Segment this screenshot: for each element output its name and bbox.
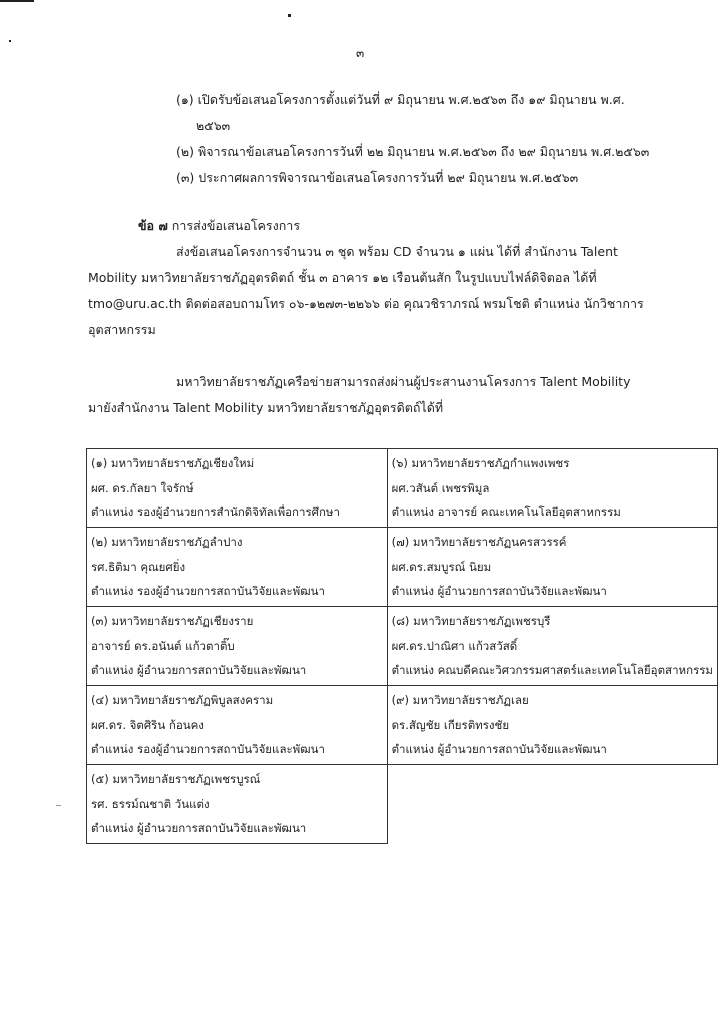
contact-position: ตำแหน่ง รองผู้อำนวยการสถาบันวิจัยและพัฒนา — [91, 584, 325, 598]
section-number: ข้อ ๗ — [138, 218, 168, 233]
section-body-line: ส่งข้อเสนอโครงการจำนวน ๓ ชุด พร้อม CD จำนวน ๑ แผ่น ได้ที่ สำนักงาน Talent — [176, 244, 618, 259]
contact-person: รศ.ธิติมา คุณยศยิ่ง — [91, 559, 186, 574]
scan-edge-mark — [0, 0, 34, 2]
contact-cell — [87, 607, 388, 686]
schedule-item: (๓) ประกาศผลการพิจารณาข้อเสนอโครงการวันที่ ๒๙ มิถุนายน พ.ศ.๒๕๖๓ — [176, 170, 579, 185]
university-name: (๙) มหาวิทยาลัยราชภัฏเลย — [391, 693, 529, 707]
scan-dot — [9, 40, 11, 42]
table-row — [87, 607, 718, 686]
contact-cell — [87, 528, 388, 607]
contact-position: ตำแหน่ง รองผู้อำนวยการสำนักดิจิทัลเพื่อการศึกษา — [91, 505, 340, 519]
section-title: การส่งข้อเสนอโครงการ — [171, 218, 301, 233]
contact-person: ผศ. ดร.กัลยา ใจรักษ์ — [91, 480, 194, 495]
scan-dot — [56, 805, 61, 806]
university-name: (๔) มหาวิทยาลัยราชภัฏพิบูลสงคราม — [91, 693, 274, 707]
schedule-item: (๑) เปิดรับข้อเสนอโครงการตั้งแต่วันที่ ๙ มิถุนายน พ.ศ.๒๕๖๓ ถึง ๑๙ มิถุนายน พ.ศ. — [176, 92, 625, 107]
table-row — [87, 765, 718, 844]
contact-person: ผศ.วสันต์ เพชรพิมูล — [391, 480, 490, 495]
schedule-item: (๒) พิจารณาข้อเสนอโครงการวันที่ ๒๒ มิถุนายน พ.ศ.๒๕๖๓ ถึง ๒๙ มิถุนายน พ.ศ.๒๕๖๓ — [176, 144, 650, 159]
contact-cell — [87, 765, 388, 844]
contact-cell — [87, 686, 388, 765]
table-row — [87, 449, 718, 528]
section-body-line: Mobility มหาวิทยาลัยราชภัฏอุตรดิตถ์ ชั้น ๓ อาคาร ๑๒ เรือนต้นสัก ในรูปแบบไฟล์ดิจิตอล ได้ที่ — [88, 270, 597, 285]
university-name: (๑) มหาวิทยาลัยราชภัฏเชียงใหม่ — [91, 456, 255, 470]
section-heading — [138, 218, 300, 234]
table-row — [87, 686, 718, 765]
contact-cell — [387, 528, 717, 607]
contact-position: ตำแหน่ง ผู้อำนวยการสถาบันวิจัยและพัฒนา — [91, 821, 307, 835]
university-name: (๘) มหาวิทยาลัยราชภัฏเพชรบุรี — [391, 614, 551, 628]
contact-position: ตำแหน่ง ผู้อำนวยการสถาบันวิจัยและพัฒนา — [391, 584, 607, 598]
contact-position: ตำแหน่ง ผู้อำนวยการสถาบันวิจัยและพัฒนา — [391, 742, 607, 756]
scan-dot — [288, 14, 291, 17]
network-intro-line: มหาวิทยาลัยราชภัฏเครือข่ายสามารถส่งผ่านผู้ประสานงานโครงการ Talent Mobility — [176, 374, 631, 389]
empty-cell — [387, 765, 717, 844]
contact-position: ตำแหน่ง รองผู้อำนวยการสถาบันวิจัยและพัฒนา — [91, 742, 325, 756]
contact-position: ตำแหน่ง ผู้อำนวยการสถาบันวิจัยและพัฒนา — [91, 663, 307, 677]
contact-person: ผศ.ดร. จิตศิริน ก้อนคง — [91, 717, 204, 732]
schedule-item-continuation: ๒๕๖๓ — [196, 118, 231, 133]
university-name: (๒) มหาวิทยาลัยราชภัฏลำปาง — [91, 535, 243, 549]
university-name: (๓) มหาวิทยาลัยราชภัฏเชียงราย — [91, 614, 254, 628]
contact-person: อาจารย์ ดร.อนันต์ แก้วตาติ๊บ — [91, 638, 235, 653]
contact-position: ตำแหน่ง อาจารย์ คณะเทคโนโลยีอุตสาหกรรม — [391, 505, 621, 519]
contacts-table — [86, 448, 718, 844]
table-row — [87, 528, 718, 607]
contact-cell — [387, 607, 717, 686]
contact-person: รศ. ธรรม์ณชาติ วันแต่ง — [91, 796, 210, 811]
page-number: ๓ — [356, 46, 365, 60]
contact-position: ตำแหน่ง คณบดีคณะวิศวกรรมศาสตร์และเทคโนโลยีอุตสาหกรรม — [391, 663, 713, 677]
contact-person: ผศ.ดร.ปาณิศา แก้วสวัสดิ์ — [391, 638, 518, 653]
university-name: (๕) มหาวิทยาลัยราชภัฏเพชรบูรณ์ — [91, 772, 261, 786]
contact-cell — [87, 449, 388, 528]
network-intro-line: มายังสำนักงาน Talent Mobility มหาวิทยาลัยราชภัฏอุตรดิตถ์ได้ที่ — [88, 400, 444, 415]
contact-cell — [387, 686, 717, 765]
contact-person: ดร.สัญชัย เกียรติทรงชัย — [391, 717, 510, 732]
university-name: (๗) มหาวิทยาลัยราชภัฏนครสวรรค์ — [391, 535, 567, 549]
section-body-line: อุตสาหกรรม — [88, 322, 156, 337]
university-name: (๖) มหาวิทยาลัยราชภัฏกำแพงเพชร — [391, 456, 570, 470]
contact-person: ผศ.ดร.สมบูรณ์ นิยม — [391, 559, 492, 574]
contact-cell — [387, 449, 717, 528]
section-body-line: tmo@uru.ac.th ติดต่อสอบถามโทร ๐๖-๑๒๗๓-๒๒๖๖ ต่อ คุณวชิราภรณ์ พรมโชติ ตำแหน่ง นักวิชาการ — [88, 296, 644, 311]
